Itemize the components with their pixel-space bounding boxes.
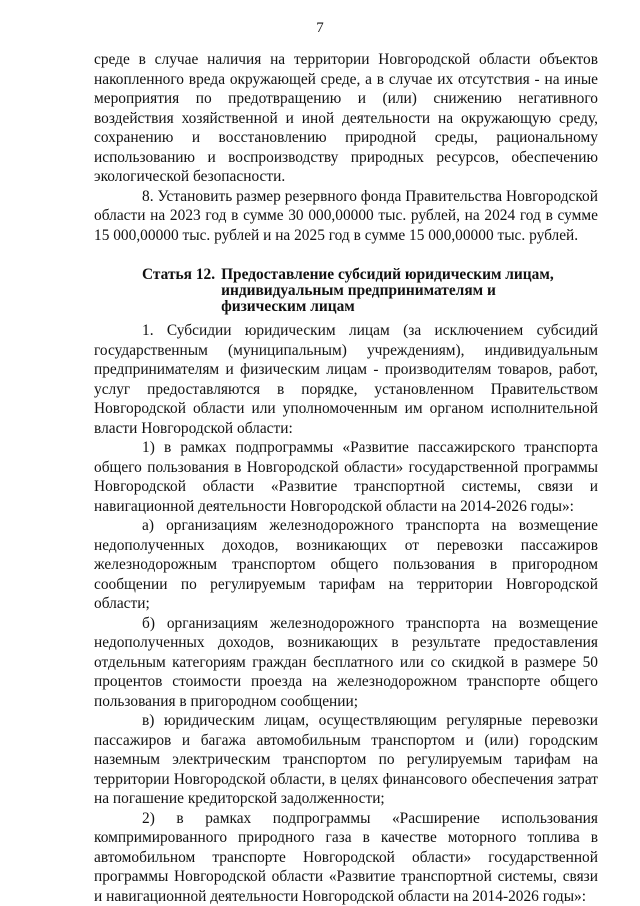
paragraph-item-1: 1. Субсидии юридическим лицам (за исключением субсидий государственным (муниципальным) учреждениям), индивидуальным предпринимателям и физическим лицам - производителям товаров, работ, услуг предоставляются в порядке, установленном Правительством Новгородской области или уполномоченным им органом исполнительной власти Новгородской области: xyxy=(94,321,598,438)
document-body xyxy=(94,50,598,906)
paragraph-item-v: в) юридическим лицам, осуществляющим регулярные перевозки пассажиров и багажа автомобильным транспортом и (или) городским наземным электрическим транспортом по регулируемым тарифам на территории Новгородской области, в целях финансового обеспечения затрат на погашение кредиторской задолженности; xyxy=(94,711,598,809)
article-heading xyxy=(94,267,598,315)
paragraph-subprogram-2: 2) в рамках подпрограммы «Расширение использования компримированного природного газа в качестве моторного топлива в автомобильном транспорте Новгородской области» государственной программы Новгородской области «Развитие транспортной системы, связи и навигационной деятельности Новгородской области на 2014-2026 годы»: xyxy=(94,809,598,906)
article-title: Предоставление субсидий юридическим лицам, индивидуальным предпринимателям и физическим лицам xyxy=(221,267,598,315)
page-number: 7 xyxy=(0,20,640,37)
article-number: Статья 12. xyxy=(94,267,215,315)
paragraph-subprogram-1: 1) в рамках подпрограммы «Развитие пассажирского транспорта общего пользования в Новгородской области» государственной программы Новгородской области «Развитие транспортной системы, связи и навигационной деятельности Новгородской области на 2014-2026 годы»: xyxy=(94,438,598,516)
paragraph-item-a: а) организациям железнодорожного транспорта на возмещение недополученных доходов, возникающих от перевозки пассажиров железнодорожным транспортом общего пользования в пригородном сообщении по регулируемым тарифам на территории Новгородской области; xyxy=(94,516,598,614)
paragraph-reserve-fund: 8. Установить размер резервного фонда Правительства Новгородской области на 2023 год в сумме 30 000,00000 тыс. рублей, на 2024 год в сумме 15 000,00000 тыс. рублей и на 2025 год в сумме 15 000,00000 тыс. рублей. xyxy=(94,187,598,246)
paragraph-item-b: б) организациям железнодорожного транспорта на возмещение недополученных доходов, возникающих в результате предоставления отдельным категориям граждан бесплатного или со скидкой в размере 50 процентов стоимости проезда на железнодорожном транспорте общего пользования в пригородном сообщении; xyxy=(94,614,598,712)
paragraph-continuation: среде в случае наличия на территории Новгородской области объектов накопленного вреда окружающей среде, а в случае их отсутствия - на иные мероприятия по предотвращению и (или) снижению негативного воздействия хозяйственной и иной деятельности на окружающую среду, сохранению и восстановлению природной среды, рациональному использованию и воспроизводству природных ресурсов, обеспечению экологической безопасности. xyxy=(94,50,598,187)
